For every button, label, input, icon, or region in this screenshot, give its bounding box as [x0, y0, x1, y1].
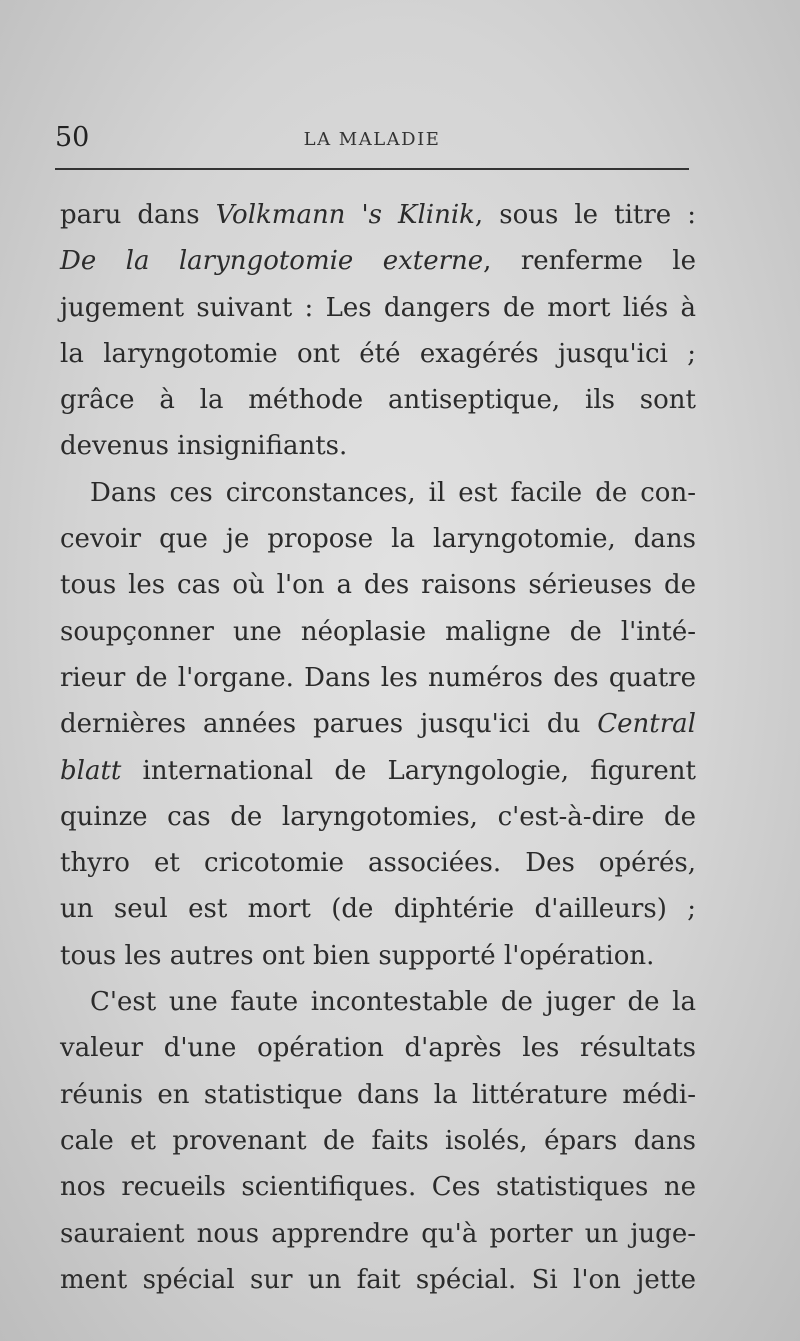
text-line: dernières années parues jusqu'ici du Central	[60, 709, 696, 740]
page-header	[55, 118, 689, 158]
text-line: De la laryngotomie externe, renferme le	[60, 246, 696, 277]
italic-title: De la laryngotomie externe	[60, 246, 484, 277]
text-line: réunis en statistique dans la littérature médi-	[60, 1079, 696, 1110]
text-line: cevoir que je propose la laryngotomie, dans	[60, 524, 696, 555]
italic-title: blatt	[60, 755, 122, 786]
body-text	[60, 192, 696, 1303]
text-line: ment spécial sur un fait spécial. Si l'on jette	[60, 1264, 696, 1295]
text-line: jugement suivant : Les dangers de mort liés à	[60, 292, 696, 323]
text-line: cale et provenant de faits isolés, épars dans	[60, 1125, 696, 1156]
page-number: 50	[55, 122, 90, 153]
text-line: soupçonner une néoplasie maligne de l'inté-	[60, 616, 696, 647]
text-line: la laryngotomie ont été exagérés jusqu'ici ;	[60, 338, 696, 369]
text-line: quinze cas de laryngotomies, c'est-à-dire de	[60, 801, 696, 832]
text-line: devenus insignifiants.	[60, 431, 348, 462]
paragraph-start-line: Dans ces circonstances, il est facile de con-	[90, 477, 696, 508]
italic-title: Central	[597, 709, 696, 740]
text-line: rieur de l'organe. Dans les numéros des quatre	[60, 662, 696, 693]
text-line: tous les cas où l'on a des raisons sérieuses de	[60, 570, 696, 601]
text-line: grâce à la méthode antiseptique, ils sont	[60, 385, 696, 416]
text-line: thyro et cricotomie associées. Des opérés,	[60, 848, 696, 879]
paragraph-start-line: C'est une faute incontestable de juger de la	[90, 987, 696, 1018]
text-line: blatt international de Laryngologie, figurent	[60, 755, 696, 786]
text-line: nos recueils scientifiques. Ces statistiques ne	[60, 1172, 696, 1203]
italic-title: Volkmann 's Klinik	[215, 200, 475, 230]
running-title: LA MALADIE	[303, 129, 441, 150]
text-line: sauraient nous apprendre qu'à porter un juge-	[60, 1218, 696, 1249]
header-rule	[55, 168, 689, 170]
text-line: un seul est mort (de diphtérie d'ailleurs) ;	[60, 894, 696, 925]
text-line: valeur d'une opération d'après les résultats	[60, 1033, 696, 1064]
text-line: paru dans Volkmann 's Klinik, sous le titre :	[60, 200, 696, 230]
text-line: tous les autres ont bien supporté l'opération.	[60, 940, 655, 971]
